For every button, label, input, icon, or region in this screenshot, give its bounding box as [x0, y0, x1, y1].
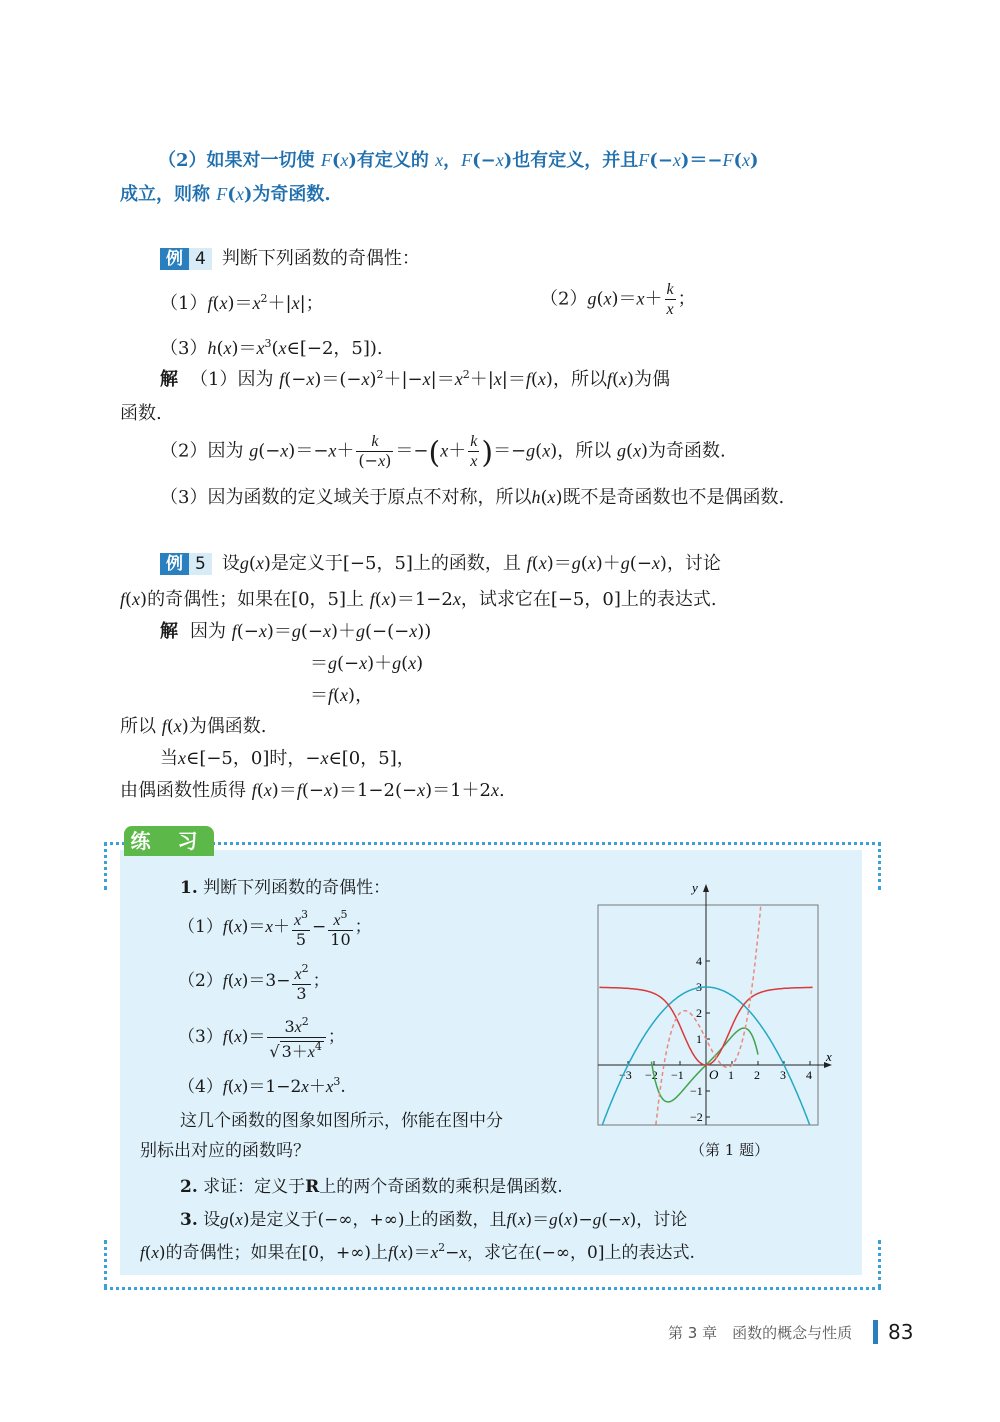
exercise-border-top — [104, 842, 881, 845]
footer-divider — [873, 1320, 878, 1344]
exercise-3-line-1: 3. 设g(x)是定义于(−∞，+∞)上的函数，且f(x)＝g(x)−g(−x)，讨论 — [180, 1210, 688, 1230]
x-tick-label: 3 — [780, 1068, 786, 1082]
definition-line-1: （2）如果对一切使 F(x)有定义的 x，F(−x)也有定义，并且F(−x)＝−F(x) — [158, 150, 759, 171]
example-5-conclusion: 所以 f(x)为偶函数. — [120, 716, 267, 737]
footer-chapter: 第 3 章 函数的概念与性质 — [668, 1324, 853, 1342]
example-5-solution-step-2: ＝g(−x)＋g(x) — [310, 653, 424, 674]
exercise-1-item-1: （1）f(x)＝x＋ $\frac{x^3}{5}$ − $\frac{x^5}{10}$ ； — [178, 908, 372, 949]
example-number: 4 — [189, 248, 212, 270]
example-tag: 例 — [160, 248, 189, 270]
y-tick-label: −2 — [690, 1110, 703, 1124]
example-4-solution-1: 解 （1）因为 $f(-x)=(-x)^2+|-x|=x^2+|x|=f(x)$，所以f(x)为偶 — [160, 368, 671, 390]
exercise-2: 2. 求证：定义于R上的两个奇函数的乘积是偶函数. — [180, 1177, 563, 1197]
exercise-border-right-bottom — [878, 1240, 881, 1288]
graph-frame — [598, 905, 818, 1125]
exercise-1-item-2: （2）f(x)＝3− $\frac{x^2}{3}$ ； — [178, 962, 330, 1003]
example-4-item-2: （2）g(x)＝x＋ $\frac{k}{x}$ ； — [540, 281, 696, 318]
function-graph — [596, 880, 836, 1130]
exercise-1-item-4: $(4)f(x)=1-2x+x^3$. — [178, 1075, 346, 1097]
example-tag: 例 — [160, 553, 189, 575]
example-5-solution-step-3: ＝f(x)， — [310, 685, 374, 706]
x-tick-label: 2 — [754, 1068, 760, 1082]
exercise-1-note-1: 这几个函数的图象如图所示，你能在图中分 — [180, 1111, 503, 1131]
example-4-item-1: $(1)f(x)=x^2+|x|$； — [160, 292, 324, 314]
example-4-solution-1-cont: 函数. — [120, 403, 162, 424]
graph-caption: （第 1 题） — [690, 1141, 770, 1159]
example-5-solution: 解 因为 f(−x)＝g(−x)＋g(−(−x)) — [160, 621, 432, 642]
x-tick-label: −2 — [645, 1068, 658, 1082]
exercise-1-item-3: （3）f(x)＝ $\frac{3x^2}{√ 3+x^4}$ ； — [178, 1015, 345, 1061]
x-tick-label: 1 — [728, 1068, 734, 1082]
x-tick-label: −1 — [671, 1068, 684, 1082]
y-tick-label: 2 — [696, 1006, 702, 1020]
exercise-title: 练 习 — [124, 826, 214, 856]
exercise-1-note-2: 别标出对应的函数吗？ — [140, 1141, 310, 1161]
y-axis-label: y — [692, 880, 698, 895]
example-4-solution-3: （3）因为函数的定义域关于原点不对称，所以h(x)既不是奇函数也不是偶函数. — [160, 487, 785, 508]
x-tick-label: 4 — [806, 1068, 812, 1082]
example-4-heading: 例 4 判断下列函数的奇偶性： — [160, 244, 420, 270]
y-axis-arrow — [703, 884, 709, 892]
exercise-1-heading: 1. 判断下列函数的奇偶性： — [180, 878, 391, 898]
x-tick-label: −3 — [619, 1068, 632, 1082]
example-5-when: 当x∈[−5，0]时，−x∈[0，5]， — [160, 748, 415, 769]
definition-line-2: 成立，则称 F(x)为奇函数. — [120, 184, 331, 205]
y-tick-label: 3 — [696, 980, 702, 994]
example-5-line-2: f(x)的奇偶性；如果在[0，5]上 f(x)＝1−2x，试求它在[−5，0]上的表达式. — [120, 589, 717, 610]
y-tick-label: −1 — [690, 1084, 703, 1098]
exercise-border-left-bottom — [104, 1240, 107, 1288]
example-5-deduce: 由偶函数性质得 f(x)＝f(−x)＝1−2(−x)＝1＋2x. — [120, 780, 505, 801]
exercise-border-left-top — [104, 842, 107, 890]
function-graph-svg — [596, 880, 836, 1130]
y-tick-label: 4 — [696, 954, 702, 968]
example-4-solution-2: （2）因为 g(−x)＝−x＋ $\frac{k}{(-x)}$ ＝−(x＋ $\frac{k}{x}$ )＝−g(x)，所以 g(x)为奇函数. — [160, 433, 726, 471]
example-4-item-3: $(3)h(x)=x^3(x\in[-2$，5]). — [160, 337, 383, 359]
origin-label: O — [709, 1067, 719, 1082]
example-5-heading: 例 5 设g(x)是定义于[−5，5]上的函数，且 f(x)＝g(x)＋g(−x)，讨论 — [160, 549, 721, 575]
y-tick-label: 1 — [696, 1032, 702, 1046]
exercise-border-bottom — [104, 1287, 881, 1290]
x-axis-label: x — [826, 1049, 832, 1064]
exercise-border-right-top — [878, 842, 881, 890]
exercise-3-line-2: f(x)的奇偶性；如果在[0，+∞)上$f(x)=x^2-x$，求它在(−∞，0]上的表达式. — [140, 1241, 695, 1263]
example-number: 5 — [189, 553, 212, 575]
page-number: 83 — [888, 1320, 914, 1344]
